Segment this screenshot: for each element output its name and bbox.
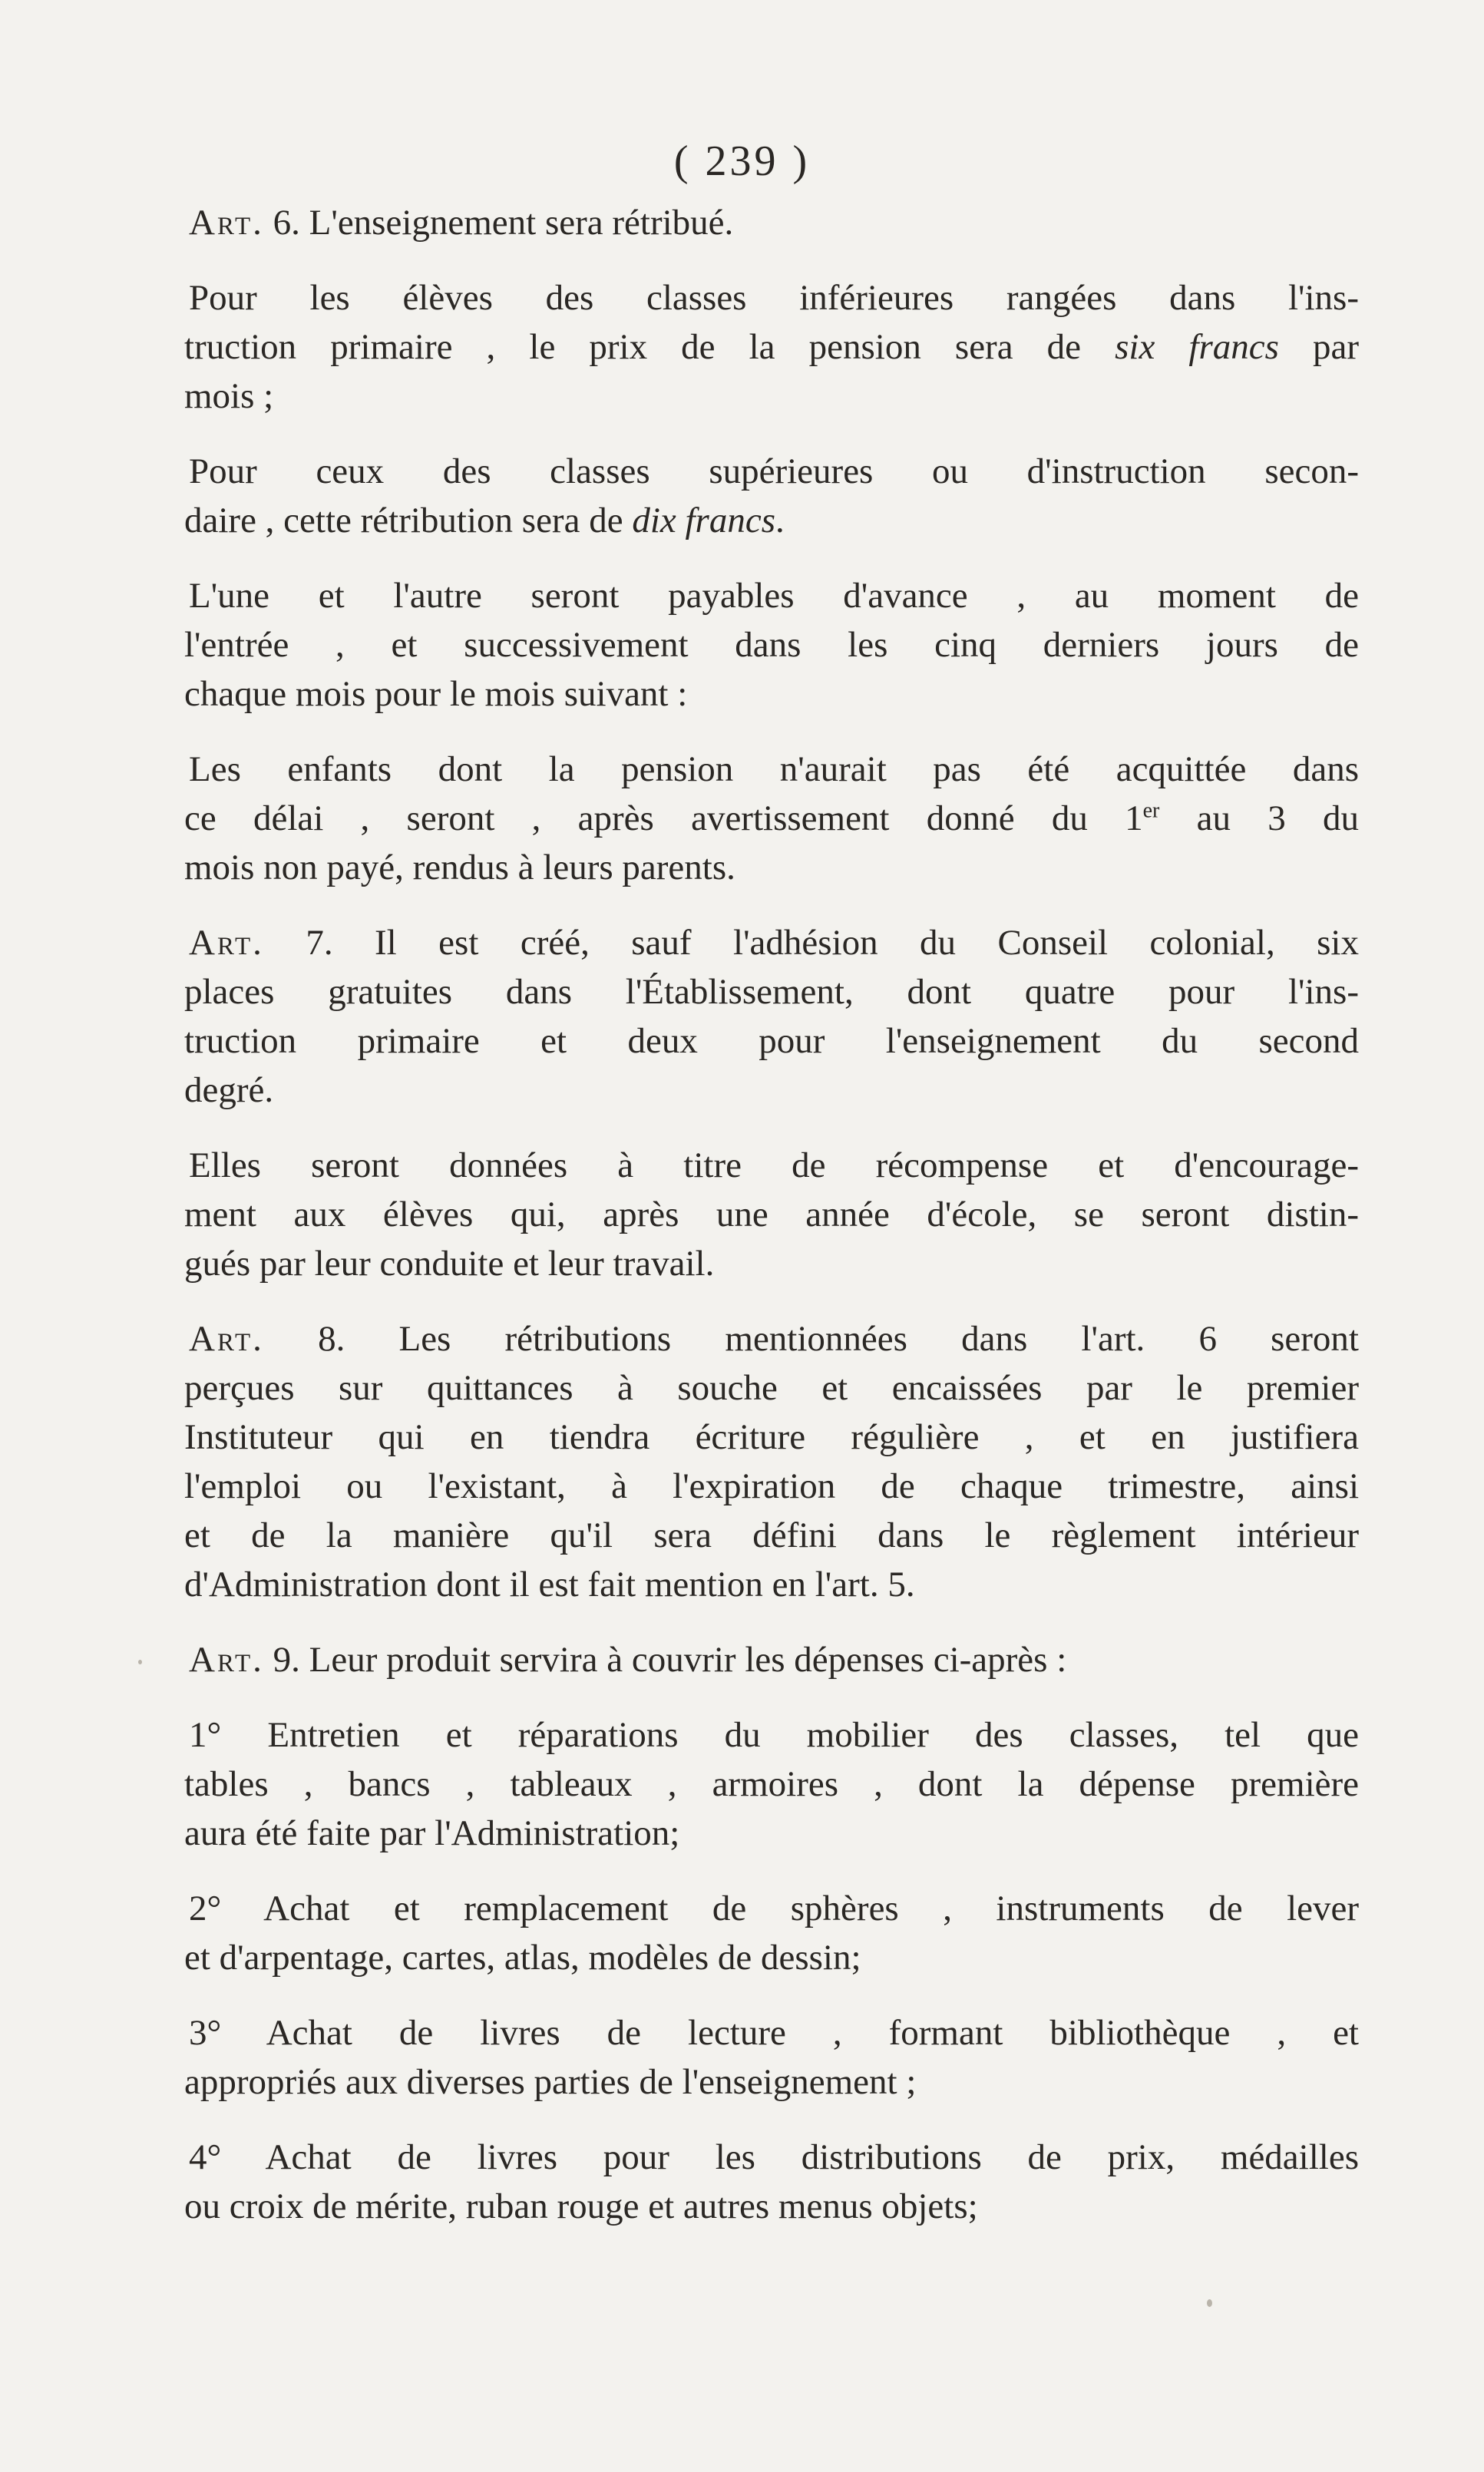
text-line — [184, 2008, 1359, 2057]
text-span: 6. L'enseignement sera rétribué. — [263, 203, 734, 243]
text-span: mois non payé, rendus à leurs parents. — [184, 848, 735, 887]
paragraph — [184, 447, 1359, 545]
article-label: Art. — [189, 1319, 264, 1359]
text-span: tables , bancs , tableaux , armoires , dont la dépense première — [184, 1764, 1359, 1804]
text-span: L'une et l'autre seront payables d'avance , au moment de — [189, 576, 1359, 616]
text-span: truction primaire et deux pour l'enseignement du second — [184, 1021, 1359, 1061]
text-span: 4° Achat de livres pour les distributions de prix, médailles — [189, 2137, 1359, 2177]
text-span: Les enfants dont la pension n'aurait pas été acquittée dans — [189, 749, 1359, 789]
text-span: mois ; — [184, 376, 274, 416]
text-line — [184, 745, 1359, 794]
text-span: degré. — [184, 1070, 274, 1110]
text-span: Pour ceux des classes supérieures ou d'instruction secon- — [189, 451, 1359, 491]
text-line — [184, 1314, 1359, 1363]
article-label: Art. — [189, 923, 264, 963]
text-line — [184, 571, 1359, 620]
page-number: ( 239 ) — [673, 137, 811, 185]
paragraph — [184, 1635, 1359, 1684]
text-span: 8. Les rétributions mentionnées dans l'art. 6 seront — [263, 1319, 1359, 1359]
text-line — [184, 273, 1359, 322]
text-line — [184, 1933, 1359, 1982]
text-line — [184, 2182, 1359, 2231]
text-line — [184, 794, 1359, 843]
text-span: truction primaire , le prix de la pension sera de — [184, 327, 1115, 367]
text-span: et de la manière qu'il sera défini dans le règlement intérieur — [184, 1515, 1359, 1555]
text-span: . — [775, 501, 785, 540]
text-line — [184, 2133, 1359, 2182]
text-line — [184, 1413, 1359, 1462]
text-span: 1° Entretien et réparations du mobilier des classes, tel que — [189, 1715, 1359, 1755]
paragraph — [184, 2133, 1359, 2231]
text-line — [184, 372, 1359, 421]
text-span: gués par leur conduite et leur travail. — [184, 1244, 715, 1284]
text-span: l'emploi ou l'existant, à l'expiration de chaque trimestre, ainsi — [184, 1466, 1359, 1506]
italic-text: six francs — [1115, 327, 1279, 367]
text-line — [184, 1560, 1359, 1609]
text-line — [184, 843, 1359, 892]
text-line — [184, 620, 1359, 669]
article-label: Art. — [189, 1640, 264, 1680]
text-line — [184, 1066, 1359, 1115]
text-span: daire , cette rétribution sera de — [184, 501, 633, 540]
text-line — [184, 967, 1359, 1016]
article-label: Art. — [189, 203, 264, 243]
document-body — [184, 198, 1359, 2257]
paragraph — [184, 198, 1359, 247]
text-span: l'entrée , et successivement dans les cinq derniers jours de — [184, 625, 1359, 665]
superscript: er — [1142, 798, 1160, 823]
text-span: 2° Achat et remplacement de sphères , instruments de lever — [189, 1889, 1359, 1928]
text-line — [184, 1016, 1359, 1066]
text-line — [184, 1190, 1359, 1239]
text-span: 7. Il est créé, sauf l'adhésion du Conseil colonial, six — [263, 923, 1359, 963]
text-line — [184, 1363, 1359, 1413]
text-span: perçues sur quittances à souche et encaissées par le premier — [184, 1368, 1359, 1408]
text-line — [184, 198, 1359, 247]
text-span: Elles seront données à titre de récompense et d'encourage- — [189, 1145, 1359, 1185]
text-span: appropriés aux diverses parties de l'enseignement ; — [184, 2062, 917, 2102]
paragraph — [184, 273, 1359, 421]
paragraph — [184, 1710, 1359, 1858]
text-span: et d'arpentage, cartes, atlas, modèles de dessin; — [184, 1938, 861, 1978]
text-span: Pour les élèves des classes inférieures rangées dans l'ins- — [189, 278, 1359, 318]
text-span: aura été faite par l'Administration; — [184, 1813, 680, 1853]
text-span: au 3 du — [1159, 798, 1359, 838]
text-span: ou croix de mérite, ruban rouge et autres menus objets; — [184, 2186, 978, 2226]
italic-text: dix francs — [632, 501, 775, 540]
text-span: 3° Achat de livres de lecture , formant bibliothèque , et — [189, 2013, 1359, 2053]
text-line — [184, 496, 1359, 545]
text-line — [184, 1760, 1359, 1809]
paragraph — [184, 745, 1359, 892]
text-line — [184, 1710, 1359, 1760]
text-span: ment aux élèves qui, après une année d'école, se seront distin- — [184, 1195, 1359, 1234]
text-span: 9. Leur produit servira à couvrir les dépenses ci-après : — [263, 1640, 1067, 1680]
text-line — [184, 1511, 1359, 1560]
text-span: ce délai , seront , après avertissement donné du 1 — [184, 798, 1143, 838]
paragraph — [184, 2008, 1359, 2107]
text-line — [184, 447, 1359, 496]
paper-speck — [1207, 2299, 1212, 2307]
paragraph — [184, 1314, 1359, 1609]
paragraph — [184, 1141, 1359, 1288]
paragraph — [184, 1884, 1359, 1982]
text-span: places gratuites dans l'Établissement, dont quatre pour l'ins- — [184, 972, 1359, 1012]
text-line — [184, 669, 1359, 719]
paragraph — [184, 571, 1359, 719]
text-line — [184, 1884, 1359, 1933]
text-line — [184, 1809, 1359, 1858]
text-line — [184, 1239, 1359, 1288]
text-line — [184, 918, 1359, 967]
paper-speck — [138, 1660, 142, 1664]
text-span: Instituteur qui en tiendra écriture régulière , et en justifiera — [184, 1417, 1359, 1457]
text-line — [184, 1141, 1359, 1190]
text-line — [184, 322, 1359, 372]
text-span: chaque mois pour le mois suivant : — [184, 674, 688, 714]
text-line — [184, 2057, 1359, 2107]
paragraph — [184, 918, 1359, 1115]
text-line — [184, 1462, 1359, 1511]
text-line — [184, 1635, 1359, 1684]
text-span: par — [1278, 327, 1360, 367]
text-span: d'Administration dont il est fait mention en l'art. 5. — [184, 1565, 915, 1604]
